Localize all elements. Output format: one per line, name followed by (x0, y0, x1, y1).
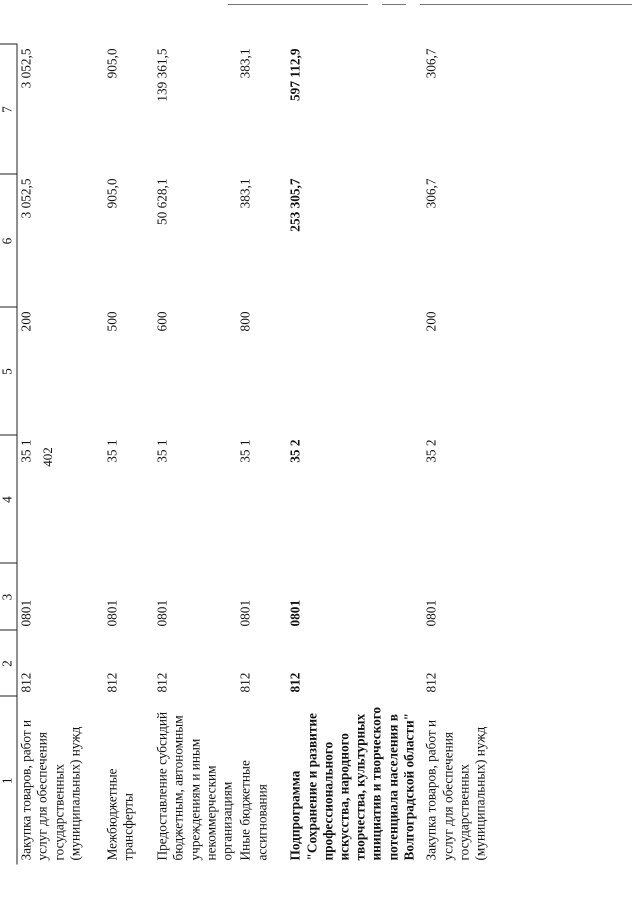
cell-amount-2: 306,7 (423, 48, 439, 79)
cell-section: 0801 (423, 599, 439, 627)
cell-amount-1: 3 052,5 (18, 178, 34, 219)
budget-table (0, 44, 517, 865)
cell-program: 35 2 (423, 439, 439, 463)
page-number: 402 (40, 447, 55, 467)
table-row (104, 45, 154, 865)
row-name: Закупка товаров, работ и услуг для обеспечения государственных (муниципальных) нужд (423, 719, 488, 861)
cell-expense-type (287, 308, 423, 436)
top-rule-segment (382, 4, 406, 5)
row-name: Подпрограмма "Сохранение и развитие профессионального искусства, народного творчества, культурных инициатив и творческого потенциала населения в Волгоградской области" (287, 706, 417, 861)
cell-ministry: 812 (237, 672, 253, 693)
header-col-6: 6 (0, 175, 17, 308)
header-col-1: 1 (0, 697, 17, 865)
cell-program: 35 1 (18, 439, 34, 463)
row-name: Иные бюджетные ассигнования (237, 760, 270, 861)
table-row (154, 45, 237, 865)
top-rule-segment (420, 4, 632, 5)
cell-amount-1: 905,0 (104, 178, 120, 209)
header-col-5: 5 (0, 308, 17, 436)
table-row (17, 45, 104, 865)
table-row-subprogram (287, 45, 423, 865)
cell-section: 0801 (237, 599, 253, 627)
budget-table-rotated (0, 45, 503, 865)
cell-ministry: 812 (104, 672, 120, 693)
cell-amount-1: 383,1 (237, 178, 253, 209)
cell-section: 0801 (287, 599, 303, 627)
cell-section: 0801 (18, 599, 34, 627)
cell-amount-1: 306,7 (423, 178, 439, 209)
cell-ministry: 812 (423, 672, 439, 693)
cell-program: 35 1 (104, 439, 120, 463)
header-col-2: 2 (0, 631, 17, 697)
row-name: Предоставление субсидий бюджетным, автономным учреждениям и иным некоммерческим организациям (154, 711, 235, 861)
cell-amount-2: 597 112,9 (287, 48, 303, 101)
header-col-7: 7 (0, 45, 17, 175)
header-row (0, 45, 17, 865)
cell-ministry: 812 (154, 672, 170, 693)
cell-ministry: 812 (18, 672, 34, 693)
cell-section: 0801 (104, 599, 120, 627)
cell-expense-type: 200 (423, 311, 439, 332)
cell-expense-type: 500 (104, 311, 120, 332)
cell-program: 35 1 (237, 439, 253, 463)
top-rule (0, 0, 640, 12)
top-rule-segment (228, 4, 368, 5)
cell-amount-2: 139 361,5 (154, 48, 170, 102)
cell-expense-type: 200 (18, 311, 34, 332)
cell-expense-type: 800 (237, 311, 253, 332)
cell-amount-1: 50 628,1 (154, 178, 170, 226)
cell-program: 35 1 (154, 439, 170, 463)
table-row (237, 45, 287, 865)
header-col-4: 4 (0, 436, 17, 564)
header-col-3: 3 (0, 564, 17, 631)
cell-amount-2: 3 052,5 (18, 48, 34, 89)
cell-amount-2: 905,0 (104, 48, 120, 79)
cell-section: 0801 (154, 599, 170, 627)
cell-ministry: 812 (287, 672, 303, 693)
cell-program: 35 2 (287, 439, 303, 463)
cell-expense-type: 600 (154, 311, 170, 332)
row-name: Межбюджетные трансферты (104, 768, 136, 861)
cell-amount-2: 383,1 (237, 48, 253, 79)
table-row (423, 45, 517, 865)
cell-amount-1: 253 305,7 (287, 178, 303, 232)
row-name: Закупка товаров, работ и услуг для обеспечения государственных (муниципальных) нужд (18, 719, 83, 861)
